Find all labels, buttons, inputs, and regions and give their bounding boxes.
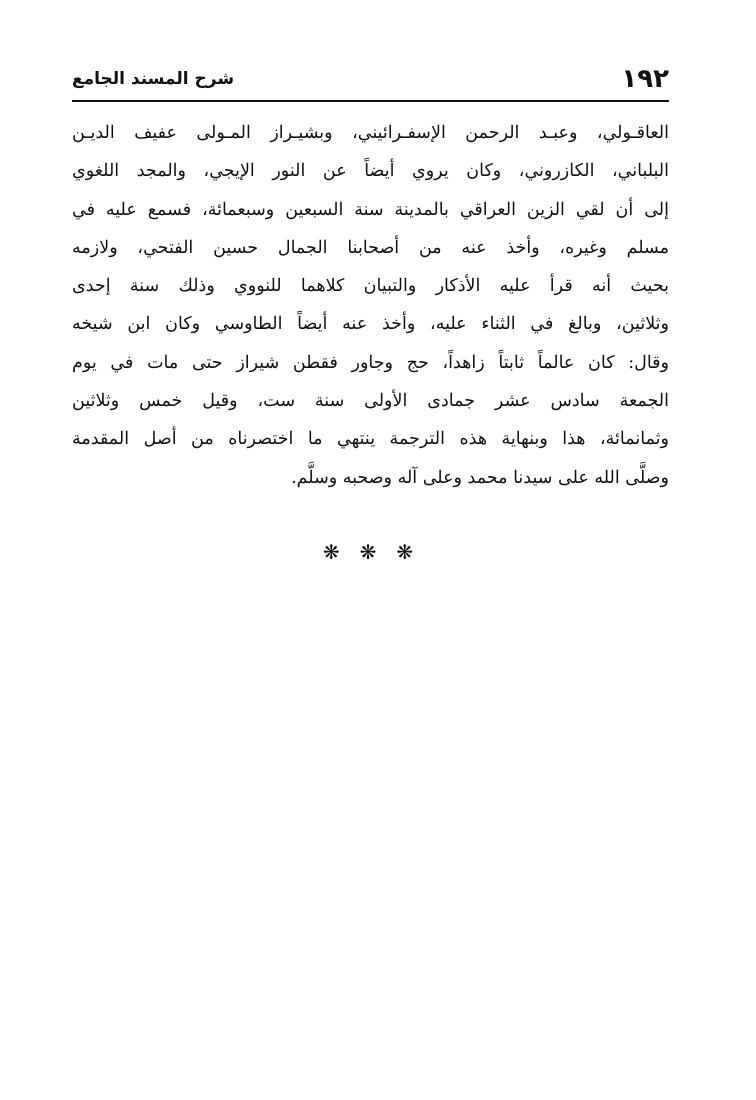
text-line: وقال: كان عالماً ثابتاً زاهداً، حج وجاور فقطن شيراز حتى مات في يوم <box>72 352 669 373</box>
page-header <box>72 58 669 102</box>
body-text <box>72 114 669 497</box>
text-line: إلى أن لقي الزين العراقي بالمدينة سنة السبعين وسبعمائة، فسمع عليه في <box>72 199 669 220</box>
text-line: البلباني، الكازروني، وكان يروي أيضاً عن النور الإيجي، والمجد اللغوي <box>72 161 669 182</box>
running-title: شرح المسند الجامع <box>72 69 235 89</box>
text-line: وثلاثين، وبالغ في الثناء عليه، وأخذ عنه أيضاً الطاوسي وكان ابن شيخه <box>72 314 669 335</box>
page-number: ١٩٢ <box>621 64 669 94</box>
text-line: وثمانمائة، هذا وبنهاية هذه الترجمة ينتهي ما اختصرناه من أصل المقدمة <box>72 429 669 450</box>
text-line: بحيث أنه قرأ عليه الأذكار والتبيان كلاهما للنووي وذلك سنة إحدى <box>72 276 669 297</box>
text-line: العاقـولي، وعبـد الرحمن الإسفـرائيني، وبشيـراز المـولى عفيف الديـن <box>72 123 669 143</box>
text-line: مسلم وغيره، وأخذ عنه من أصحابنا الجمال حسين الفتحي، ولازمه <box>72 237 669 258</box>
text-line-last: وصلَّى الله على سيدنا محمد وعلى آله وصحبه وسلَّم. <box>291 467 669 488</box>
section-end-ornaments: ❋❋❋ <box>322 540 434 564</box>
text-line: الجمعة سادس عشر جمادى الأولى سنة ست، وقيل خمس وثلاثين <box>72 391 669 412</box>
